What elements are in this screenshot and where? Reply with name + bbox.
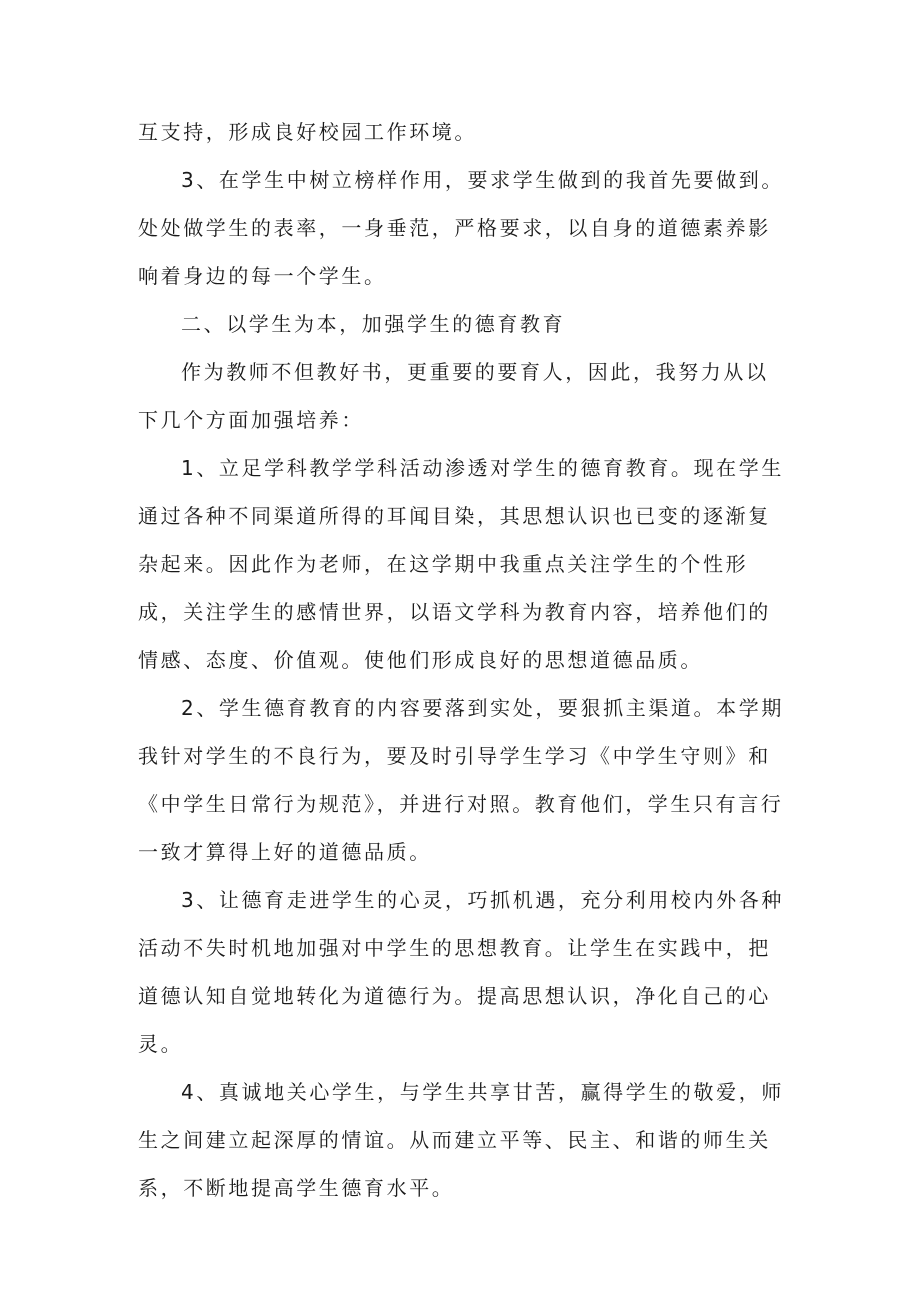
paragraph-item-4: 4、真诚地关心学生，与学生共享甘苦，赢得学生的敬爱，师生之间建立起深厚的情谊。从而建立平等、民主、和谐的师生关系，不断地提高学生德育水平。 (138, 1080, 784, 1200)
paragraph-item-3-role-model: 3、在学生中树立榜样作用，要求学生做到的我首先要做到。处处做学生的表率，一身垂范，严格要求，以自身的道德素养影响着身边的每一个学生。 (138, 168, 784, 288)
paragraph-item-3: 3、让德育走进学生的心灵，巧抓机遇，充分利用校内外各种活动不失时机地加强对中学生的思想教育。让学生在实践中，把道德认知自觉地转化为道德行为。提高思想认识，净化自己的心灵。 (138, 888, 784, 1056)
paragraph-item-1: 1、立足学科教学学科活动渗透对学生的德育教育。现在学生通过各种不同渠道所得的耳闻目染，其思想认识也已变的逐渐复杂起来。因此作为老师，在这学期中我重点关注学生的个性形成，关注学生的感情世界，以语文学科为教育内容，培养他们的情感、态度、价值观。使他们形成良好的思想道德品质。 (138, 456, 784, 672)
paragraph-intro: 作为教师不但教好书，更重要的要育人，因此，我努力从以下几个方面加强培养： (138, 360, 769, 432)
section-heading-moral-education: 二、以学生为本，加强学生的德育教育 (181, 312, 566, 336)
document-body (138, 108, 786, 1212)
paragraph-continuation: 互支持，形成良好校园工作环境。 (138, 120, 477, 144)
paragraph-item-2: 2、学生德育教育的内容要落到实处，要狠抓主渠道。本学期我针对学生的不良行为，要及时引导学生学习《中学生守则》和《中学生日常行为规范》，并进行对照。教育他们，学生只有言行一致才算得上好的道德品质。 (138, 696, 784, 864)
